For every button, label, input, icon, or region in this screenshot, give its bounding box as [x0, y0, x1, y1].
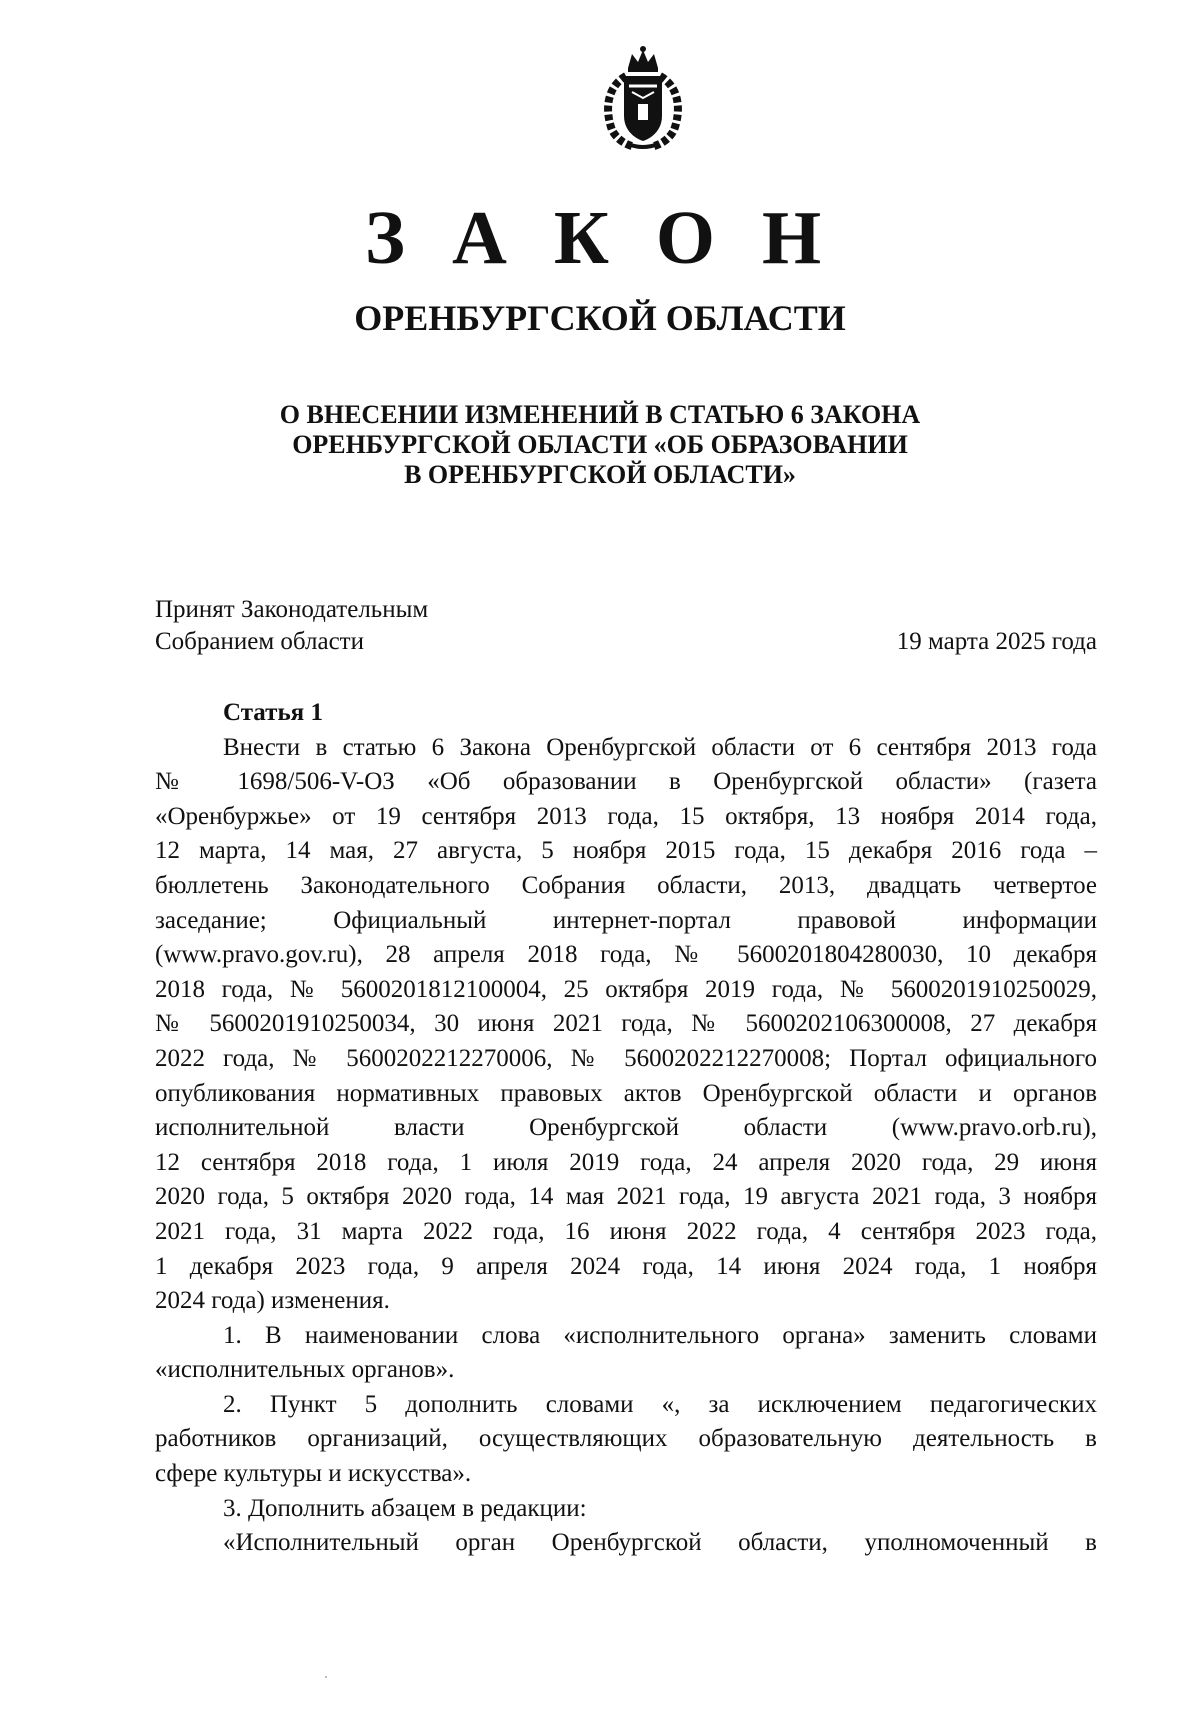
subject-line: О ВНЕСЕНИИ ИЗМЕНЕНИЙ В СТАТЬЮ 6 ЗАКОНА	[279, 400, 921, 429]
item-line: «исполнительных органов».	[155, 1356, 455, 1384]
paragraph-line: 2021 года, 31 марта 2022 года, 16 июня 2022 года, 4 сентября 2023 года,	[155, 1217, 1097, 1245]
paragraph-line: 1 декабря 2023 года, 9 апреля 2024 года, 14 июня 2024 года, 1 ноября	[155, 1252, 1097, 1280]
subject-line: В ОРЕНБУРГСКОЙ ОБЛАСТИ»	[404, 460, 796, 489]
paragraph-line: 2020 года, 5 октября 2020 года, 14 мая 2021 года, 19 августа 2021 года, 3 ноября	[155, 1183, 1097, 1211]
item-line: 3. Дополнить абзацем в редакции:	[223, 1494, 587, 1522]
adoption-date: 19 марта 2025 года	[896, 628, 1097, 655]
item-line: 2. Пункт 5 дополнить словами «, за исключением педагогических	[223, 1390, 1097, 1418]
article-body	[155, 696, 1097, 1561]
adoption-line: Принят Законодательным	[155, 596, 429, 623]
document-title: З А К О Н	[364, 196, 836, 280]
subject-line: ОРЕНБУРГСКОЙ ОБЛАСТИ «ОБ ОБРАЗОВАНИИ	[292, 430, 908, 459]
region-heading: ОРЕНБУРГСКОЙ ОБЛАСТИ	[354, 298, 846, 338]
item-line: работников организаций, осуществляющих образовательную деятельность в	[155, 1425, 1097, 1453]
paragraph-line: № 1698/506-V-ОЗ «Об образовании в Оренбургской области» (газета	[155, 768, 1097, 796]
paragraph-line: 2018 года, № 5600201812100004, 25 октября 2019 года, № 5600201910250029,	[155, 975, 1097, 1003]
adoption-note	[155, 594, 428, 658]
paragraph-line: 2022 года, № 5600202212270006, № 5600202212270008; Портал официального	[155, 1044, 1097, 1072]
adoption-line: Собранием области	[155, 628, 364, 655]
paragraph-line: исполнительной власти Оренбургской области (www.pravo.orb.ru),	[155, 1114, 1097, 1142]
paragraph-line: заседание; Официальный интернет-портал правовой информации	[155, 906, 1097, 934]
law-subject	[0, 400, 1200, 490]
article-title: Статья 1	[223, 699, 323, 726]
paragraph-line: опубликования нормативных правовых актов Оренбургской области и органов	[155, 1079, 1097, 1107]
item-line: сфере культуры и искусства».	[155, 1460, 472, 1488]
paragraph-line: 12 марта, 14 мая, 27 августа, 5 ноября 2015 года, 15 декабря 2016 года –	[155, 837, 1097, 865]
item-line: 1. В наименовании слова «исполнительного органа» заменить словами	[223, 1321, 1097, 1349]
paragraph-line: 2024 года) изменения.	[155, 1287, 390, 1315]
paragraph-line: Внести в статью 6 Закона Оренбургской области от 6 сентября 2013 года	[223, 733, 1097, 761]
paragraph-line: «Оренбуржье» от 19 сентября 2013 года, 15 октября, 13 ноября 2014 года,	[155, 802, 1097, 830]
scan-dot	[325, 1676, 327, 1678]
coat-of-arms-icon	[598, 46, 688, 150]
item-line: «Исполнительный орган Оренбургской области, уполномоченный в	[223, 1529, 1097, 1557]
paragraph-line: бюллетень Законодательного Собрания области, 2013, двадцать четвертое	[155, 871, 1097, 899]
paragraph-line: 12 сентября 2018 года, 1 июля 2019 года, 24 апреля 2020 года, 29 июня	[155, 1148, 1097, 1176]
paragraph-line: № 5600201910250034, 30 июня 2021 года, № 5600202106300008, 27 декабря	[155, 1010, 1097, 1038]
paragraph-line: (www.pravo.gov.ru), 28 апреля 2018 года, № 5600201804280030, 10 декабря	[155, 941, 1097, 969]
